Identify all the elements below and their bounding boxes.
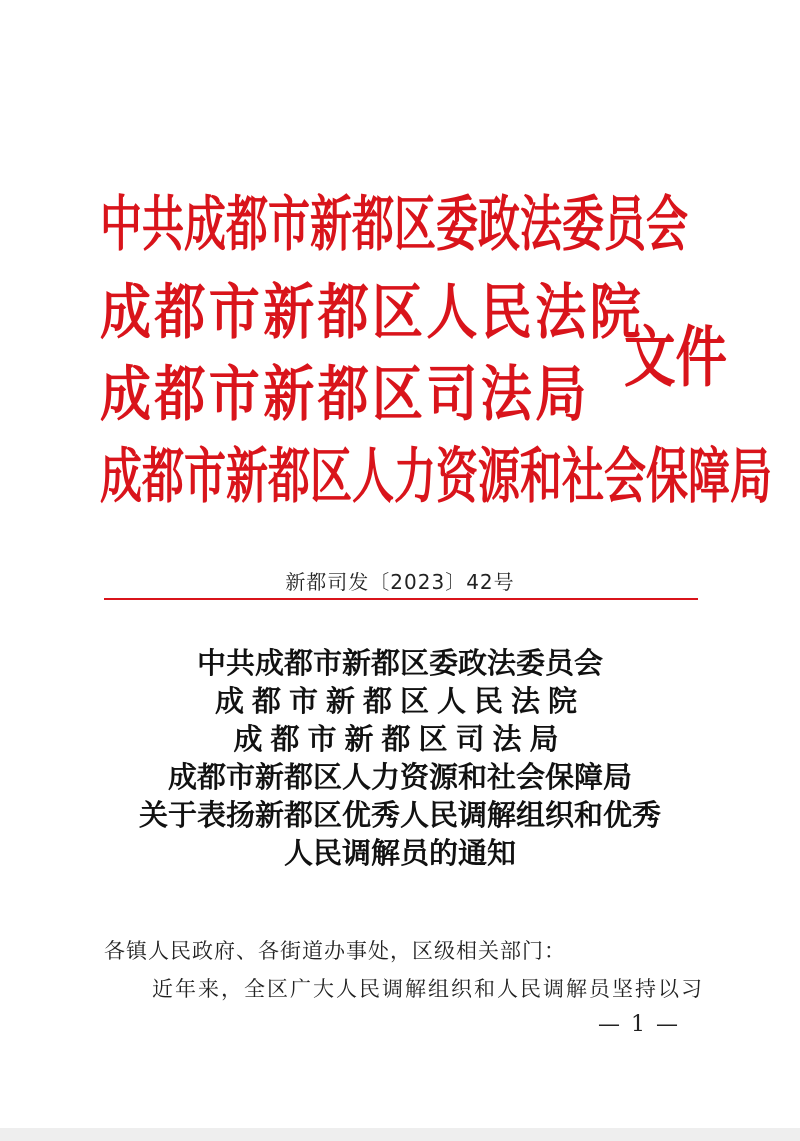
issuer-justice-bureau: 成都市新都区司法局 [100, 360, 590, 430]
page-number: — 1 — [598, 1012, 680, 1037]
title-line: 成都市新都区司法局 [233, 722, 567, 756]
issuer-court: 成都市新都区人民法院 [100, 278, 644, 348]
salutation: 各镇人民政府、各街道办事处，区级相关部门： [104, 939, 566, 963]
issuer-party-committee: 中共成都市新都区委政法委员会 [100, 190, 688, 260]
body-paragraph: 近年来，全区广大人民调解组织和人民调解员坚持以习 [152, 977, 704, 1001]
title-line: 关于表扬新都区优秀人民调解组织和优秀 [138, 798, 661, 832]
document-number: 新都司发〔2023〕42号 [285, 570, 515, 594]
title-line: 人民调解员的通知 [283, 836, 516, 870]
title-line: 成都市新都区人力资源和社会保障局 [167, 760, 632, 794]
title-line: 中共成都市新都区委政法委员会 [196, 646, 603, 680]
page-bottom-edge [0, 1128, 800, 1141]
document-suffix: 文件 [624, 319, 727, 396]
notice-title [100, 644, 700, 872]
red-divider [104, 598, 698, 600]
title-line: 成都市新都区人民法院 [214, 684, 585, 718]
issuer-hr-bureau: 成都市新都区人力资源和社会保障局 [100, 442, 772, 512]
